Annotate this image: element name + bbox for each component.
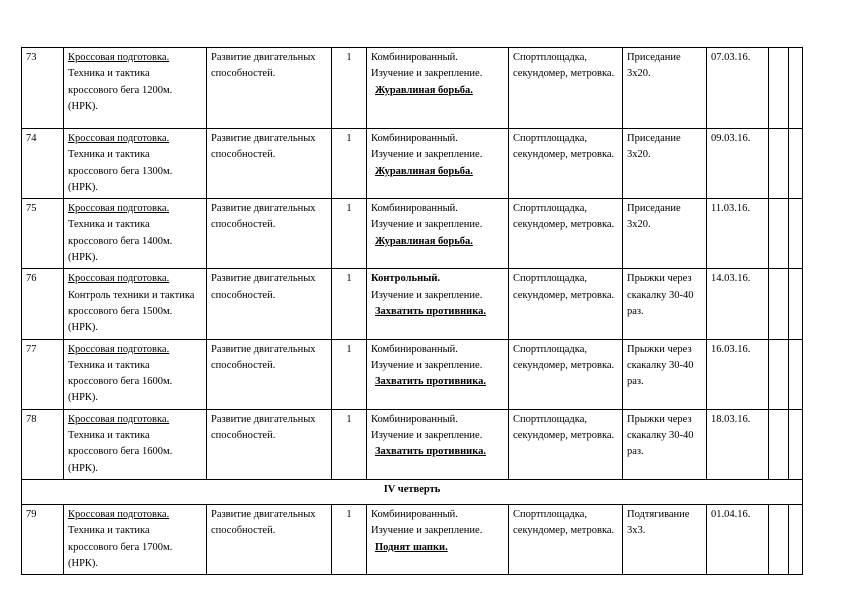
lesson-goal: Развитие двигательных способностей. bbox=[207, 48, 332, 129]
lesson-equipment: Спортплощадка, секундомер, метровка. bbox=[509, 48, 623, 129]
table-row bbox=[22, 48, 803, 129]
lesson-study: Изучение и закрепление. bbox=[371, 149, 483, 161]
lesson-hours: 1 bbox=[332, 199, 367, 269]
table-row bbox=[22, 199, 803, 269]
lesson-topic bbox=[64, 199, 207, 269]
lesson-type-label: Комбинированный. bbox=[371, 508, 458, 520]
lesson-goal: Развитие двигательных способностей. bbox=[207, 339, 332, 409]
lesson-topic bbox=[64, 269, 207, 339]
lesson-hours: 1 bbox=[332, 269, 367, 339]
lesson-date: 14.03.16. bbox=[707, 269, 769, 339]
lesson-type bbox=[367, 269, 509, 339]
lesson-type bbox=[367, 504, 509, 574]
lesson-type-label: Комбинированный. bbox=[371, 52, 458, 63]
lesson-homework: Подтягивание 3х3. bbox=[623, 504, 707, 574]
lesson-type-label: Комбинированный. bbox=[371, 203, 458, 215]
lesson-study: Изучение и закрепление. bbox=[371, 359, 483, 371]
table-row bbox=[22, 504, 803, 574]
empty-cell bbox=[789, 409, 803, 479]
lesson-type bbox=[367, 409, 509, 479]
lesson-date: 11.03.16. bbox=[707, 199, 769, 269]
lesson-type-label: Контрольный. bbox=[371, 273, 440, 285]
topic-text: Техника и тактика кроссового бега 1600м. (НРК). bbox=[68, 430, 173, 474]
lesson-type bbox=[367, 199, 509, 269]
lesson-game: Захватить противника. bbox=[375, 376, 486, 388]
lesson-hours: 1 bbox=[332, 339, 367, 409]
lesson-equipment: Спортплощадка, секундомер, метровка. bbox=[509, 504, 623, 574]
quarter-heading: IV четверть bbox=[22, 479, 803, 504]
lesson-date: 16.03.16. bbox=[707, 339, 769, 409]
lesson-date: 01.04.16. bbox=[707, 504, 769, 574]
lesson-type bbox=[367, 339, 509, 409]
lesson-study: Изучение и закрепление. bbox=[371, 219, 483, 231]
lesson-homework: Прыжки через скакалку 30-40 раз. bbox=[623, 339, 707, 409]
lesson-goal: Развитие двигательных способностей. bbox=[207, 199, 332, 269]
empty-cell bbox=[769, 409, 789, 479]
topic-title: Кроссовая подготовка. bbox=[68, 343, 170, 355]
topic-text: Контроль техники и тактика кроссового бега 1500м. (НРК). bbox=[68, 289, 195, 334]
empty-cell bbox=[769, 48, 789, 129]
empty-cell bbox=[789, 269, 803, 339]
lesson-equipment: Спортплощадка, секундомер, метровка. bbox=[509, 409, 623, 479]
empty-cell bbox=[769, 339, 789, 409]
lesson-type-label: Комбинированный. bbox=[371, 413, 458, 425]
empty-cell bbox=[789, 504, 803, 574]
lesson-goal: Развитие двигательных способностей. bbox=[207, 409, 332, 479]
topic-title: Кроссовая подготовка. bbox=[68, 413, 170, 425]
lesson-game: Захватить противника. bbox=[375, 305, 486, 317]
lesson-homework: Приседание 3х20. bbox=[623, 199, 707, 269]
lesson-plan-table bbox=[21, 47, 803, 575]
lesson-equipment: Спортплощадка, секундомер, метровка. bbox=[509, 339, 623, 409]
topic-title: Кроссовая подготовка. bbox=[68, 273, 170, 285]
lesson-study: Изучение и закрепление. bbox=[371, 68, 483, 80]
lesson-number: 78 bbox=[22, 409, 64, 479]
lesson-topic bbox=[64, 48, 207, 129]
lesson-number: 77 bbox=[22, 339, 64, 409]
lesson-date: 09.03.16. bbox=[707, 129, 769, 199]
empty-cell bbox=[769, 269, 789, 339]
table-row bbox=[22, 269, 803, 339]
lesson-type bbox=[367, 129, 509, 199]
lesson-study: Изучение и закрепление. bbox=[371, 430, 483, 442]
lesson-goal: Развитие двигательных способностей. bbox=[207, 129, 332, 199]
topic-title: Кроссовая подготовка. bbox=[68, 133, 170, 144]
topic-text: Техника и тактика кроссового бега 1700м. (НРК). bbox=[68, 525, 173, 569]
topic-title: Кроссовая подготовка. bbox=[68, 203, 170, 215]
lesson-homework: Прыжки через скакалку 30-40 раз. bbox=[623, 409, 707, 479]
lesson-game: Журавлиная борьба. bbox=[375, 165, 473, 177]
quarter-heading-row bbox=[22, 479, 803, 504]
lesson-number: 74 bbox=[22, 129, 64, 199]
topic-text: Техника и тактика кроссового бега 1300м. (НРК). bbox=[68, 149, 173, 193]
lesson-hours: 1 bbox=[332, 504, 367, 574]
lesson-goal: Развитие двигательных способностей. bbox=[207, 504, 332, 574]
empty-cell bbox=[769, 199, 789, 269]
lesson-equipment: Спортплощадка, секундомер, метровка. bbox=[509, 269, 623, 339]
lesson-game: Журавлиная борьба. bbox=[375, 235, 473, 247]
lesson-topic bbox=[64, 409, 207, 479]
lesson-hours: 1 bbox=[332, 129, 367, 199]
lesson-game: Захватить противника. bbox=[375, 446, 486, 458]
lesson-topic bbox=[64, 129, 207, 199]
lesson-study: Изучение и закрепление. bbox=[371, 289, 483, 301]
lesson-homework: Приседание 3х20. bbox=[623, 48, 707, 129]
table-row bbox=[22, 339, 803, 409]
lesson-type-label: Комбинированный. bbox=[371, 343, 458, 355]
lesson-number: 79 bbox=[22, 504, 64, 574]
table-row bbox=[22, 409, 803, 479]
lesson-number: 75 bbox=[22, 199, 64, 269]
lesson-homework: Приседание 3х20. bbox=[623, 129, 707, 199]
empty-cell bbox=[769, 129, 789, 199]
topic-text: Техника и тактика кроссового бега 1200м. (НРК). bbox=[68, 68, 173, 112]
lesson-date: 07.03.16. bbox=[707, 48, 769, 129]
lesson-equipment: Спортплощадка, секундомер, метровка. bbox=[509, 129, 623, 199]
lesson-topic bbox=[64, 339, 207, 409]
lesson-number: 73 bbox=[22, 48, 64, 129]
lesson-study: Изучение и закрепление. bbox=[371, 525, 483, 537]
topic-text: Техника и тактика кроссового бега 1400м. (НРК). bbox=[68, 219, 173, 264]
table-row bbox=[22, 129, 803, 199]
topic-title: Кроссовая подготовка. bbox=[68, 508, 170, 520]
lesson-game: Журавлиная борьба. bbox=[375, 84, 473, 96]
empty-cell bbox=[789, 48, 803, 129]
lesson-hours: 1 bbox=[332, 48, 367, 129]
lesson-equipment: Спортплощадка, секундомер, метровка. bbox=[509, 199, 623, 269]
lesson-type bbox=[367, 48, 509, 129]
empty-cell bbox=[789, 199, 803, 269]
lesson-number: 76 bbox=[22, 269, 64, 339]
lesson-goal: Развитие двигательных способностей. bbox=[207, 269, 332, 339]
topic-title: Кроссовая подготовка. bbox=[68, 52, 170, 63]
empty-cell bbox=[789, 129, 803, 199]
topic-text: Техника и тактика кроссового бега 1600м. (НРК). bbox=[68, 359, 173, 404]
lesson-topic bbox=[64, 504, 207, 574]
lesson-homework: Прыжки через скакалку 30-40 раз. bbox=[623, 269, 707, 339]
empty-cell bbox=[789, 339, 803, 409]
lesson-hours: 1 bbox=[332, 409, 367, 479]
lesson-type-label: Комбинированный. bbox=[371, 133, 458, 144]
empty-cell bbox=[769, 504, 789, 574]
lesson-game: Поднят шапки. bbox=[375, 541, 448, 553]
lesson-date: 18.03.16. bbox=[707, 409, 769, 479]
